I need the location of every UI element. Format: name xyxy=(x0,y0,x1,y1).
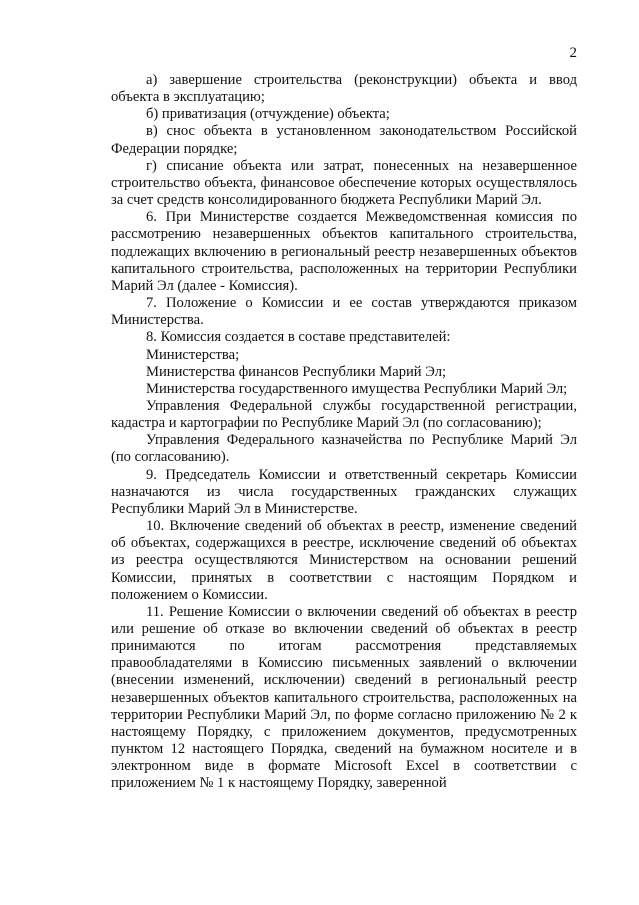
paragraph: 6. При Министерстве создается Межведомственная комиссия по рассмотрению незавершенных объектов капитального строительства, подлежащих включению в региональный реестр незавершенных объектов капитального строительства, расположенных на территории Республики Марий Эл (далее - Комиссия). xyxy=(111,209,577,294)
paragraph: 8. Комиссия создается в составе представителей: xyxy=(146,329,451,346)
paragraph: в) снос объекта в установленном законодательством Российской Федерации порядке; xyxy=(111,123,577,157)
paragraph: 9. Председатель Комиссии и ответственный секретарь Комиссии назначаются из числа государственных гражданских служащих Республики Марий Эл в Министерстве. xyxy=(111,466,577,517)
paragraph: а) завершение строительства (реконструкции) объекта и ввод объекта в эксплуатацию; xyxy=(111,72,577,106)
paragraph: Управления Федерального казначейства по Республике Марий Эл (по согласованию). xyxy=(111,432,577,466)
paragraph: Управления Федеральной службы государственной регистрации, кадастра и картографии по Республике Марий Эл (по согласованию); xyxy=(111,397,577,432)
paragraph: 11. Решение Комиссии о включении сведений об объектах в реестр или решение об отказе во включении сведений об объектах в реестр принимаются по итогам рассмотрения представляемых правообладателями в Комиссию письменных заявлений о включении (внесении изменений, исключении) сведений в региональный реестр незавершенных объектов капитального строительства, расположенных на территории Республики Марий Эл, по форме согласно приложению № 2 к настоящему Порядку, с приложением документов, предусмотренных пунктом 12 настоящего Порядка, сведений на бумажном носителе и в электронном виде в формате Microsoft Excel в соответствии с приложением № 1 к настоящему Порядку, заверенной xyxy=(111,603,577,792)
paragraph: Министерства; xyxy=(146,346,240,363)
paragraph: б) приватизация (отчуждение) объекта; xyxy=(146,106,390,123)
paragraph: Министерства финансов Республики Марий Эл; xyxy=(146,363,447,380)
paragraph: г) списание объекта или затрат, понесенных на незавершенное строительство объекта, финансовое обеспечение которых осуществлялось за счет средств консолидированного бюджета Республики Марий Эл. xyxy=(111,157,577,209)
paragraph: 7. Положение о Комиссии и ее состав утверждаются приказом Министерства. xyxy=(111,295,577,329)
paragraph: Министерства государственного имущества Республики Марий Эл; xyxy=(146,380,568,397)
paragraph: 10. Включение сведений об объектах в реестр, изменение сведений об объектах, содержащихся в реестре, исключение сведений об объектах из реестра осуществляются Министерством на основании решений Комиссии, принятых в соответствии с настоящим Порядком и положением о Комиссии. xyxy=(111,518,577,603)
page-number: 2 xyxy=(569,45,577,61)
document-body xyxy=(111,72,577,793)
